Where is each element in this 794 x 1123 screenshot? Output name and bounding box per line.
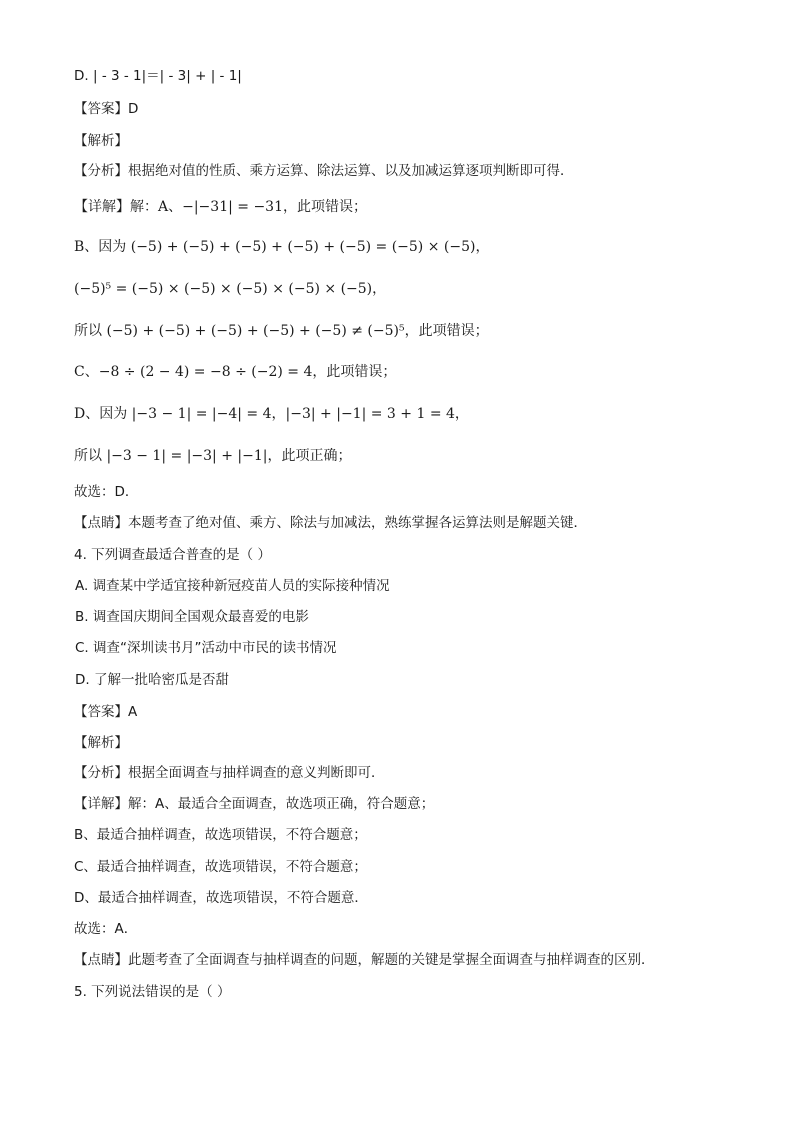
q3-detail-a: 【详解】解：A、−|−31| = −31，此项错误； <box>74 199 367 215</box>
q3-detail-b1: B、因为 (−5) + (−5) + (−5) + (−5) + (−5) = (−5) × (−5)， <box>74 239 490 255</box>
q4-detail-a: 【详解】解：A、最适合全面调查，故选项正确，符合题意； <box>74 796 435 812</box>
q4-stem: 4. 下列调查最适合普查的是（ ） <box>74 547 271 563</box>
q3-answer: 【答案】D <box>74 101 139 117</box>
q3-detail-b2: (−5)⁵ = (−5) × (−5) × (−5) × (−5) × (−5)， <box>74 281 387 297</box>
q4-option-a: A. 调查某中学适宜接种新冠疫苗人员的实际接种情况 <box>75 578 390 594</box>
q4-choice: 故选：A． <box>74 921 138 937</box>
q4-detail-b: B、最适合抽样调查，故选项错误，不符合题意； <box>74 827 367 843</box>
q3-comment: 【点睛】本题考查了绝对值、乘方、除法与加减法，熟练掌握各运算法则是解题关键． <box>74 515 587 531</box>
q3-option-d: D. | - 3 - 1|＝| - 3| + | - 1| <box>74 68 242 84</box>
q3-analysis: 【分析】根据绝对值的性质、乘方运算、除法运算、以及加减运算逐项判断即可得． <box>74 163 574 179</box>
q3-detail-c: C、−8 ÷ (2 − 4) = −8 ÷ (−2) = 4，此项错误； <box>74 364 397 380</box>
q4-option-c: C. 调查“深圳读书月”活动中市民的读书情况 <box>75 640 337 656</box>
q4-option-b: B. 调查国庆期间全国观众最喜爱的电影 <box>75 609 309 625</box>
q4-detail-c: C、最适合抽样调查，故选项错误，不符合题意； <box>74 859 367 875</box>
q4-comment: 【点睛】此题考查了全面调查与抽样调查的问题，解题的关键是掌握全面调查与抽样调查的区别． <box>74 952 655 968</box>
q4-analysis-heading: 【解析】 <box>74 735 128 751</box>
q4-analysis: 【分析】根据全面调查与抽样调查的意义判断即可． <box>74 765 385 781</box>
q3-detail-d2: 所以 |−3 − 1| = |−3| + |−1|，此项正确； <box>74 448 352 464</box>
q4-detail-d: D、最适合抽样调查，故选项错误，不符合题意． <box>74 890 368 906</box>
q3-analysis-heading: 【解析】 <box>74 133 128 149</box>
q3-detail-d1: D、因为 |−3 − 1| = |−4| = 4，|−3| + |−1| = 3 + 1 = 4， <box>74 406 469 422</box>
q4-option-d: D. 了解一批哈密瓜是否甜 <box>75 672 229 688</box>
q3-detail-b3: 所以 (−5) + (−5) + (−5) + (−5) + (−5) ≠ (−5)⁵，此项错误； <box>74 323 489 339</box>
q5-stem: 5. 下列说法错误的是（ ） <box>74 984 231 1000</box>
q3-choice: 故选：D． <box>74 484 139 500</box>
q4-answer: 【答案】A <box>74 704 138 720</box>
